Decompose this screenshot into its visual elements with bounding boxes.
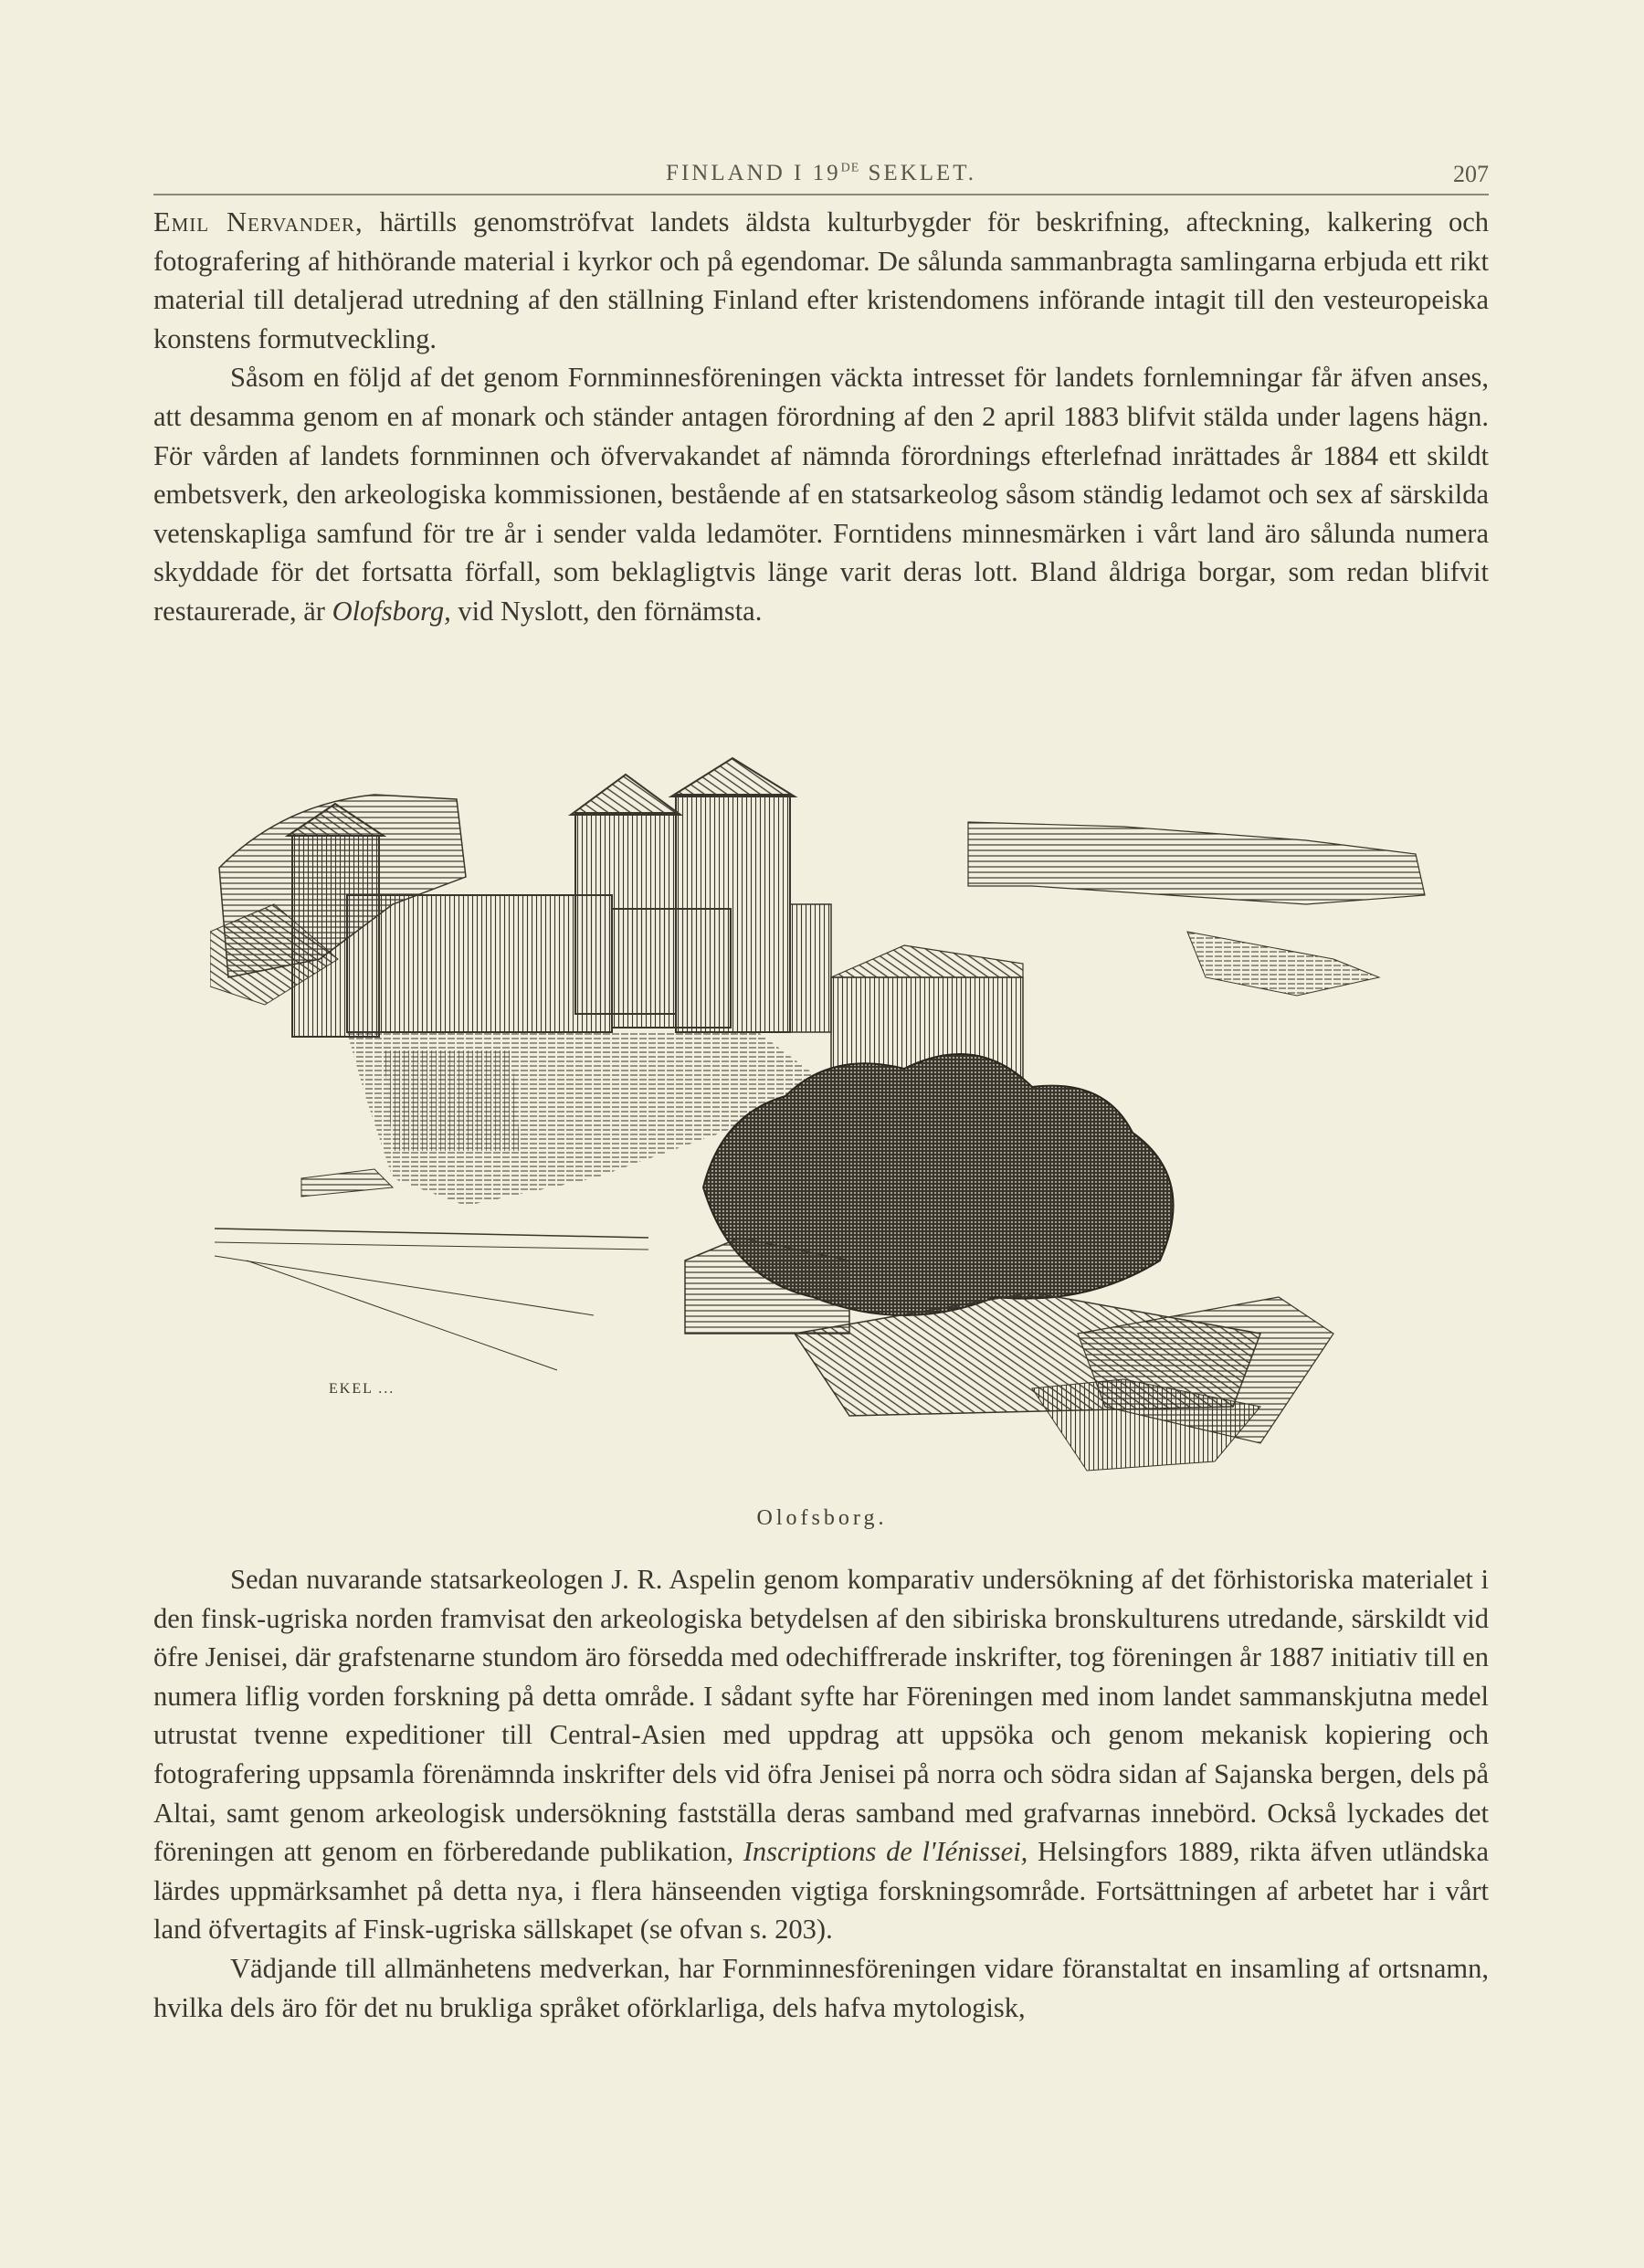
- paragraph-3-text: Sedan nuvarande statsarkeologen J. R. Aspelin genom komparativ undersökning af det förhistoriska materialet i den finsk-ugriska norden framvisat den arkeologiska betydelsen af den sibiriska bronskulturens utredande, särskildt vid öfre Jenisei, där grafstenarne stundom äro försedda med odechiffrerade inskrifter, tog föreningen år 1887 initiativ till en numera liflig vorden forskning på detta område. I sådant syfte har Föreningen med inom landet sammanskjutna medel utrustat tvenne expeditioner till Central-Asien med uppdrag att uppsöka och genom mekanisk kopiering och fotografering uppsamla förenämnda inskrifter dels vid öfra Jenisei på norra och södra sidan af Sajanska bergen, dels på Altai, samt genom arkeologisk undersökning fastställa deras samband med grafvarnas innebörd. Också lyckades det föreningen att genom en förberedande publikation,: [153, 1564, 1489, 1868]
- paragraph-2-end: vid Nyslott, den förnämsta.: [450, 595, 763, 627]
- artist-signature: EKEL ...: [329, 1381, 395, 1397]
- paragraph-2-text: Såsom en följd af det genom Fornminnesföreningen väckta intresset för landets fornlemningar får äfven anses, att desamma genom en af monark och ständer antagen förordning af den 2 april 1883 blifvit stälda under lagens hägn. För vården af landets fornminnen och öfvervakandet af nämnda förordnings efterlefnad inrättades år 1884 ett skildt embetsverk, den arkeologiska kommissionen, bestående af en statsarkeolog såsom ständig ledamot och sex af särskilda vetenskapliga samfund för tre år i sender valda ledamöter. Forntidens minnesmärken i vårt land äro sålunda numera skyddade för det fortsatta förfall, som beklagligtvis länge varit deras lott. Bland åldriga borgar, som redan blifvit restaurerade, är: [153, 362, 1489, 627]
- running-title: [153, 161, 1489, 186]
- paragraph-1-text: härtills genomströfvat landets äldsta kulturbygder för beskrifning, afteckning, kalkering och fotografering af hithörande material i kyrkor och på egendomar. De sålunda sammanbragta samlingarna erbjuda ett rikt material till detaljerad utredning af den ställning Finland efter kristendomens införande intagit till den vesteuropeiska konstens formutveckling.: [153, 206, 1489, 354]
- running-header: [153, 157, 1489, 195]
- running-title-main: FINLAND I 19: [666, 161, 841, 185]
- paragraph-3-end: Helsingfors 1889, rikta äfven utländska lärdes uppmärksamhet på detta nya, i flera hänseenden vigtiga forskningsområde. Fortsättningen af arbetet har i vårt land öfvertagits af Finsk-ugriska sällskapet (se ofvan s. 203).: [153, 1836, 1489, 1946]
- paragraph-2: [153, 358, 1489, 630]
- paragraph-3: [153, 1560, 1489, 1949]
- paragraph-4: Vädjande till allmänhetens medverkan, har Fornminnesföreningen vidare föranstaltat en insamling af ortsnamn, hvilka dels äro för det nu brukliga språket oförklarliga, dels hafva mytologisk,: [153, 1952, 1489, 2023]
- top-text-block: [153, 203, 1489, 631]
- pier-lines: [215, 1169, 648, 1370]
- page-number: 207: [1453, 161, 1489, 187]
- bottom-text-block: [153, 1560, 1489, 2027]
- paragraph-1: [153, 203, 1489, 358]
- publication-title-italic: Inscriptions de l'Iénissei,: [743, 1836, 1028, 1868]
- olofsborg-italic: Olofsborg,: [332, 595, 451, 627]
- running-title-superscript: DE: [840, 161, 860, 175]
- distant-hills-right: [968, 822, 1425, 996]
- author-name: Emil Nervander,: [153, 206, 364, 237]
- figure-caption: Olofsborg.: [756, 1506, 888, 1530]
- olofsborg-illustration: [210, 749, 1470, 1498]
- running-title-end: SEKLET.: [859, 161, 976, 185]
